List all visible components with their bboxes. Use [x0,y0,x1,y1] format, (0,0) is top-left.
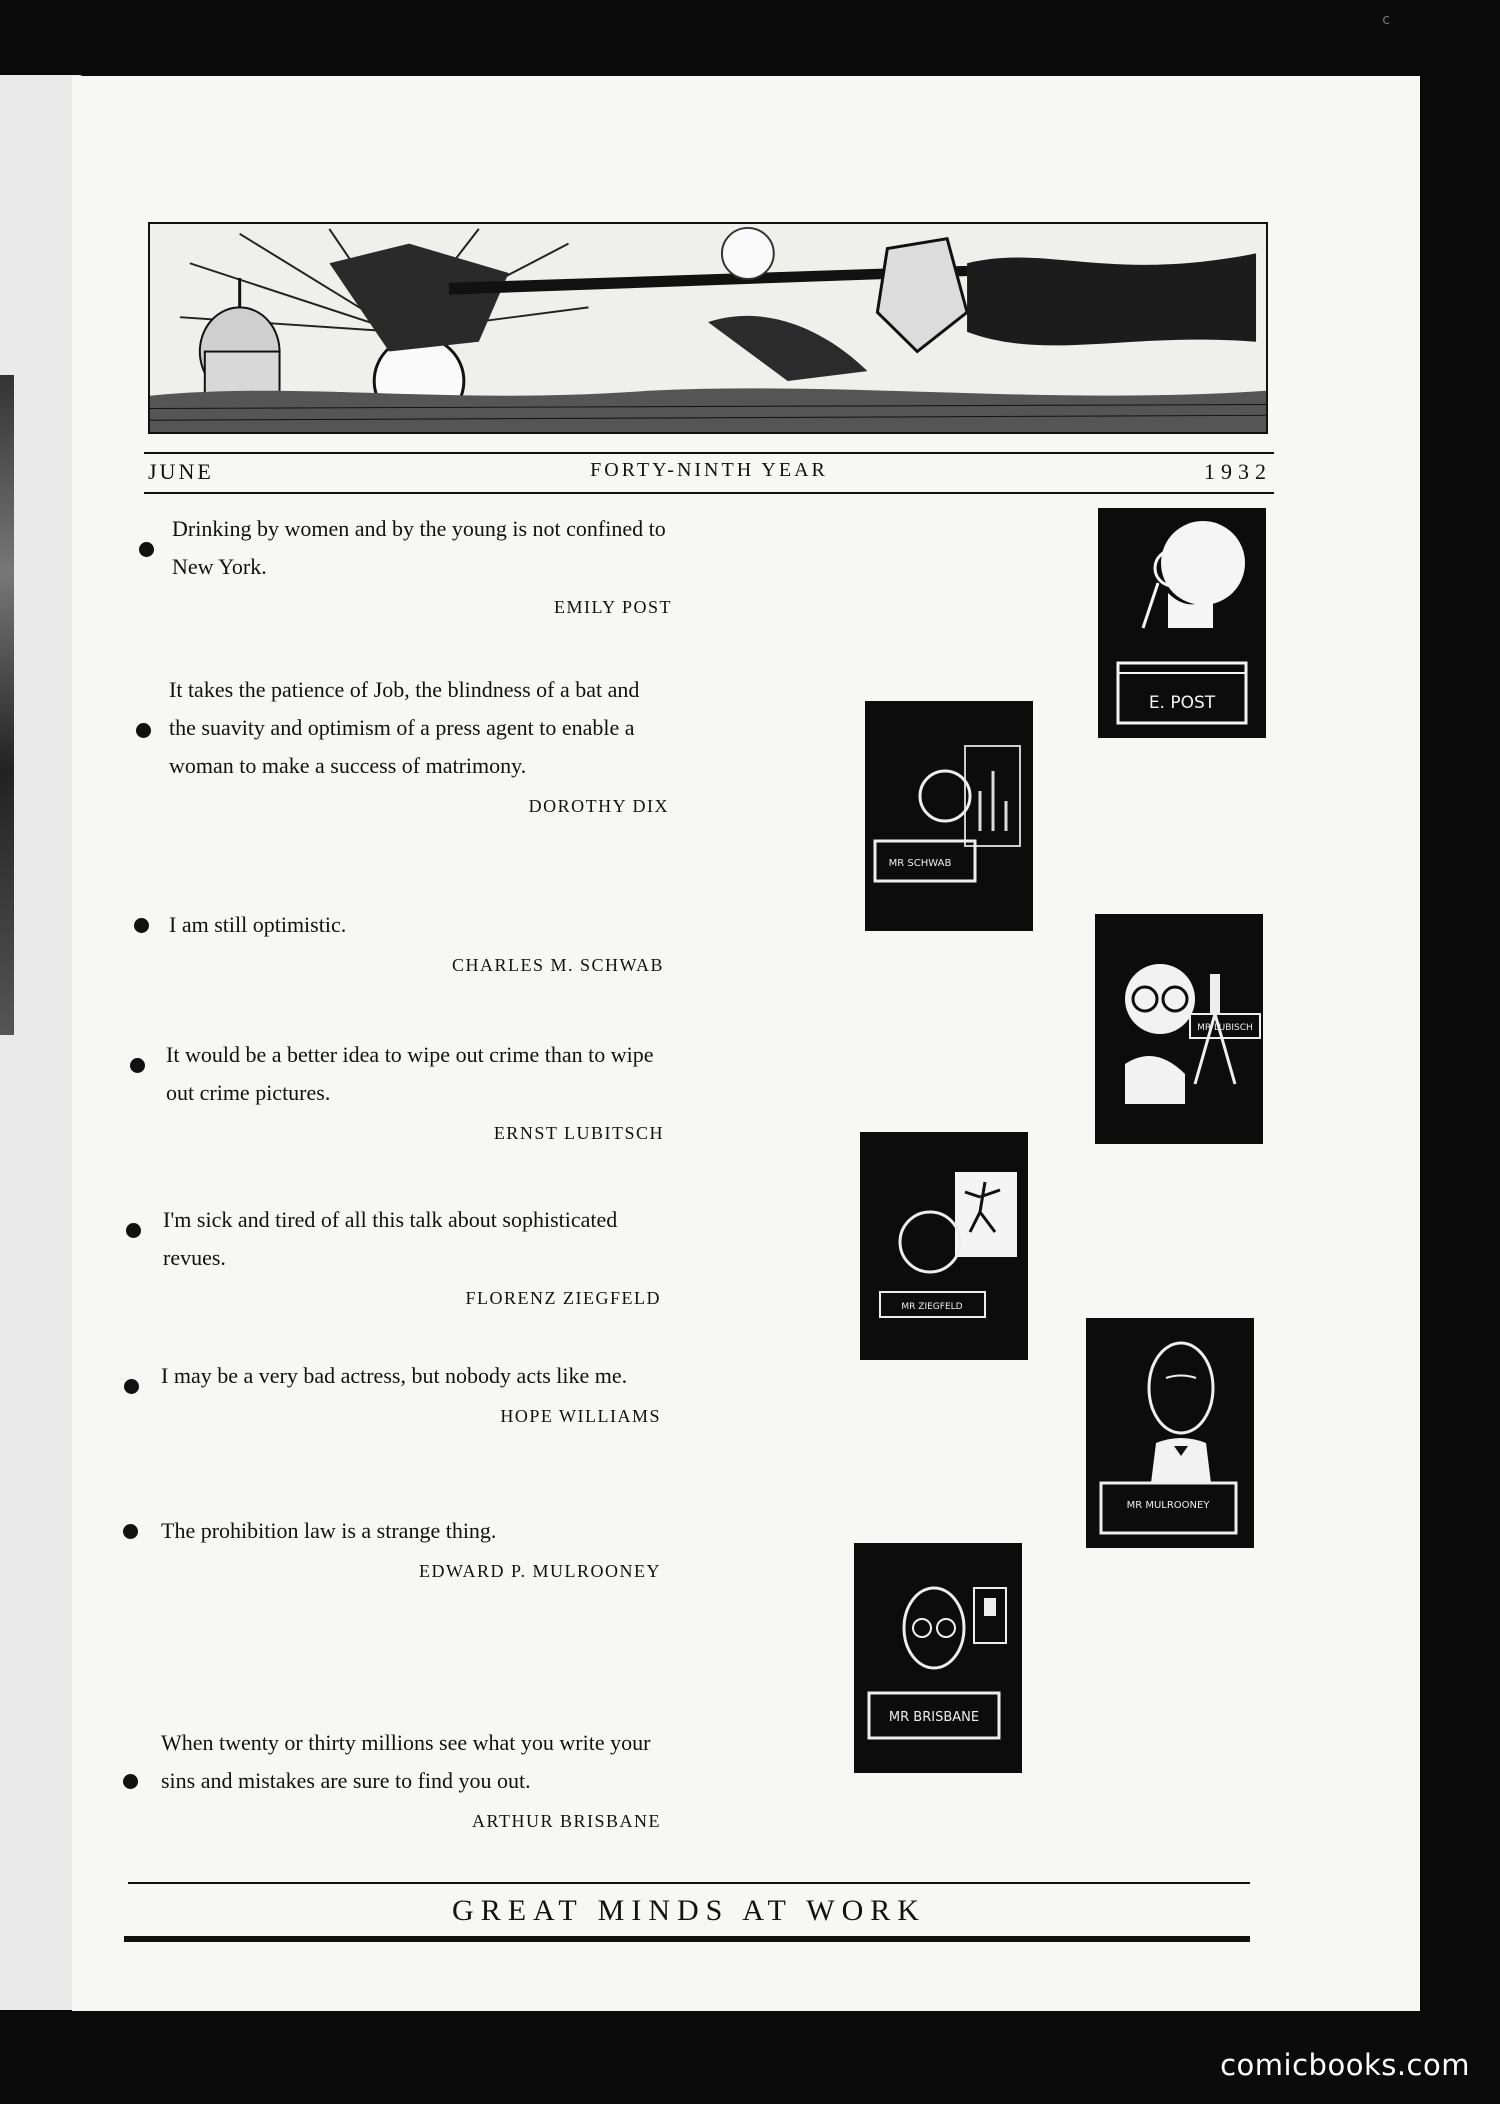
caricature-label-schwab: MR SCHWAB [888,858,952,869]
quote-text: It would be a better idea to wipe out crime than to wipe out crime pictures. [166,1042,654,1105]
masthead-year: 1932 [1204,459,1272,484]
quote-ernst-lubitsch [166,1036,664,1152]
quote-hope-williams [161,1357,661,1435]
caricature-label-ziegfeld: MR ZIEGFELD [901,1302,963,1312]
quote-bullet [123,1774,138,1789]
masthead-bar [144,452,1274,494]
quote-arthur-brisbane [161,1724,661,1840]
quote-text: I may be a very bad actress, but nobody acts like me. [161,1363,628,1388]
caricature-charles-schwab [865,701,1033,931]
quote-author: ARTHUR BRISBANE [472,1811,661,1831]
watermark: comicbooks.com [1220,2048,1470,2082]
quote-edward-mulrooney [161,1512,661,1590]
quote-bullet [134,918,149,933]
quote-emily-post [172,510,672,626]
quote-text: The prohibition law is a strange thing. [161,1518,497,1543]
caricature-florenz-ziegfeld-drawing [860,1132,1028,1360]
caricature-label-lubitsch: MR LUBISCH [1197,1023,1253,1033]
caricature-charles-schwab-drawing [865,701,1033,931]
footer-title: GREAT MINDS AT WORK [452,1894,926,1927]
footer-rule-top [128,1882,1250,1884]
quote-bullet [124,1379,139,1394]
quote-author: EDWARD P. MULROONEY [418,1561,661,1581]
quote-bullet [123,1524,138,1539]
header-illustration [148,222,1268,434]
quote-bullet [130,1058,145,1073]
quote-text: I am still optimistic. [169,912,347,937]
quote-text: Drinking by women and by the young is not confined to New York. [172,516,666,579]
caricature-edward-mulrooney-drawing [1086,1318,1254,1548]
caricature-ernst-lubitsch [1095,914,1263,1144]
magazine-page [72,76,1420,2011]
quote-bullet [126,1223,141,1238]
quote-bullet [136,723,151,738]
quote-author: CHARLES M. SCHWAB [451,955,664,975]
caricature-arthur-brisbane-drawing [854,1543,1022,1773]
caricature-florenz-ziegfeld [860,1132,1028,1360]
quote-text: It takes the patience of Job, the blindness of a bat and the suavity and optimism of a press agent to enable a woman to make a success of matrimony. [169,677,640,778]
quote-text: When twenty or thirty millions see what you write your sins and mistakes are sure to find you out. [161,1730,651,1793]
masthead-month: JUNE [148,459,214,484]
left-page-image-strip [0,375,14,1035]
caricature-label-mulrooney: MR MULROONEY [1126,1500,1210,1511]
caricature-emily-post [1098,508,1266,738]
quote-florenz-ziegfeld [163,1201,661,1317]
caricature-ernst-lubitsch-drawing [1095,914,1263,1144]
footer-rule-bottom [124,1936,1250,1942]
caricature-emily-post-drawing [1098,508,1266,738]
quote-author: DOROTHY DIX [528,796,669,816]
quote-author: ERNST LUBITSCH [493,1123,664,1143]
caricature-label-brisbane: MR BRISBANE [888,1710,980,1725]
quote-charles-schwab [169,906,664,984]
quote-bullet [139,542,154,557]
header-illustration-drawing [150,224,1266,432]
quote-dorothy-dix [169,671,669,825]
masthead-year-label: FORTY-NINTH YEAR [590,459,828,481]
caricature-arthur-brisbane [854,1543,1022,1773]
quote-author: EMILY POST [553,597,672,617]
caricature-edward-mulrooney [1086,1318,1254,1548]
caricature-label-post: E. POST [1148,693,1216,713]
corner-mark: c [1382,12,1390,28]
quote-author: FLORENZ ZIEGFELD [465,1288,661,1308]
quote-author: HOPE WILLIAMS [500,1406,661,1426]
quote-text: I'm sick and tired of all this talk about sophisticated revues. [163,1207,618,1270]
